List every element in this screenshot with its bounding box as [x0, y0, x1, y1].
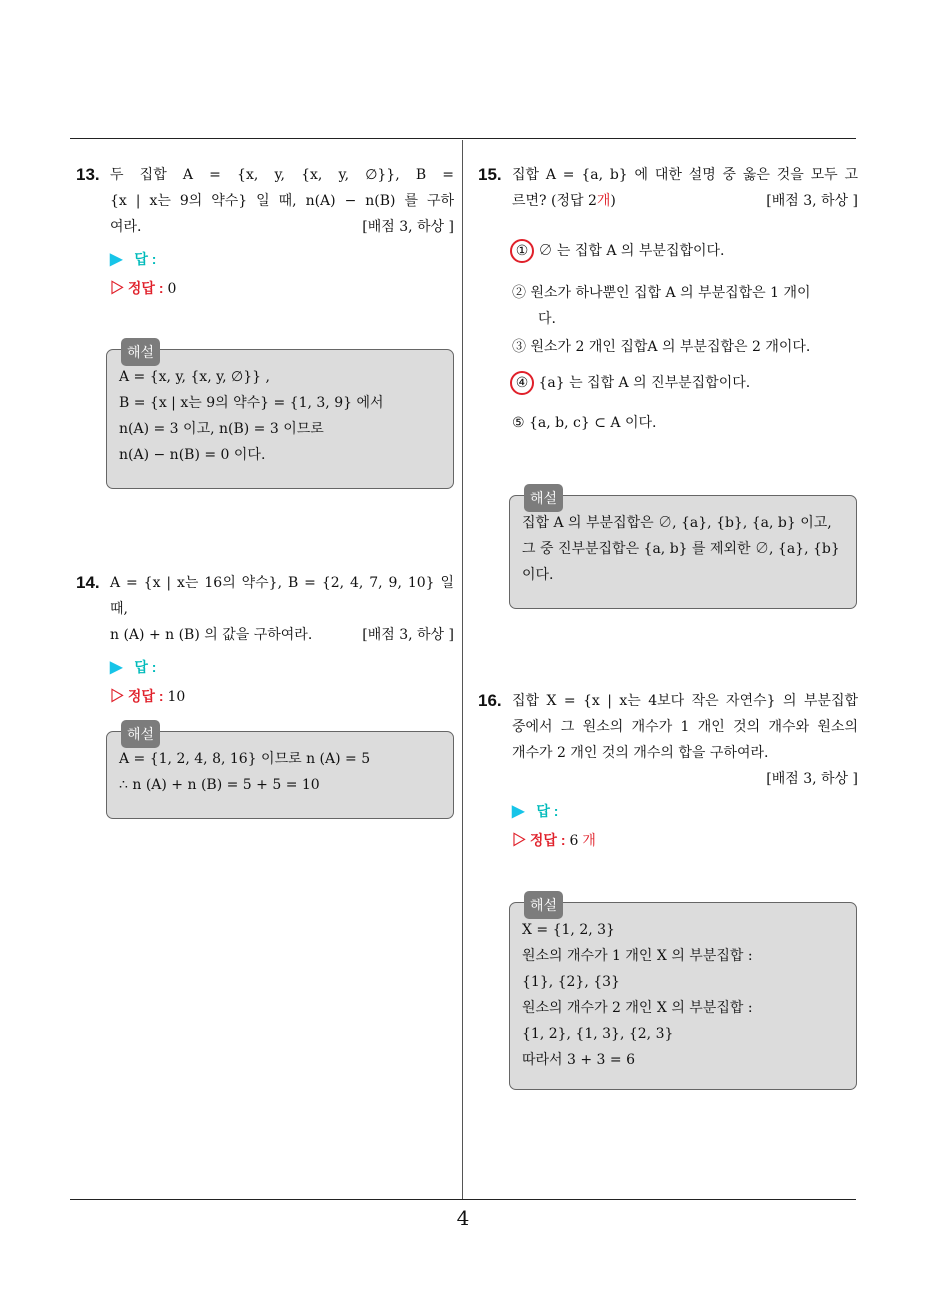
bottom-rule: [70, 1199, 856, 1200]
question-meta: [배점 3, 하상 ]: [766, 771, 858, 787]
solution-tag: 해설: [524, 891, 563, 919]
question-text: A = {x | x는 16의 약수}, B = {2, 4, 7, 9, 10} 일 때, n (A) + n (B) 의 값을 구하여라. [배점 3, 하상 ]: [110, 570, 454, 648]
question-13: [76, 162, 454, 302]
question-text: 집합 X = {x | x는 4보다 작은 자연수} 의 부분집합 중에서 그 원소의 개수가 1 개인 것의 개수와 원소의 개수가 2 개인 것의 개수의 합을 구하여라. [배점 3, 하상 ]: [512, 693, 858, 787]
play-arrow-icon: ▶: [110, 251, 123, 268]
question-number: 14.: [76, 573, 100, 592]
column-divider: [462, 140, 463, 1200]
question-meta: [배점 3, 하상 ]: [362, 627, 454, 643]
selected-circle-icon: ④: [510, 371, 534, 395]
solution-tag: 해설: [121, 720, 160, 748]
option-3[interactable]: ③ 원소가 2 개인 집합A 의 부분집합은 2 개이다.: [512, 339, 811, 355]
option-1[interactable]: ① ∅ 는 집합 A 의 부분집합이다.: [510, 238, 725, 264]
option-5[interactable]: ⑤ {a, b, c} ⊂ A 이다.: [512, 415, 657, 431]
play-arrow-icon: ▶: [110, 659, 123, 676]
option-4[interactable]: ④ {a} 는 집합 A 의 진부분집합이다.: [510, 370, 750, 396]
selected-circle-icon: ①: [510, 239, 534, 263]
correct-answer: ▷ 정답 : 6 개: [512, 832, 596, 849]
solution-box-15: 해설 집합 A 의 부분집합은 ∅, {a}, {b}, {a, b} 이고, 그 중 진부분집합은 {a, b} 를 제외한 ∅, {a}, {b} 이다.: [509, 495, 857, 609]
question-meta: [배점 3, 하상 ]: [766, 193, 858, 209]
solution-box-14: 해설 A = {1, 2, 4, 8, 16} 이므로 n (A) = 5 ∴ n (A) + n (B) = 5 + 5 = 10: [106, 731, 454, 819]
question-number: 13.: [76, 165, 100, 184]
question-14: [76, 570, 454, 710]
answer-line: ▶ 답 :: [512, 803, 559, 820]
solution-box-13: 해설 A = {x, y, {x, y, ∅}} , B = {x | x는 9의 약수} = {1, 3, 9} 에서 n(A) = 3 이고, n(B) = 3 이므로 n(A) − n(B) = 0 이다.: [106, 349, 454, 489]
top-rule: [70, 138, 856, 139]
answer-line: ▶ 답 :: [110, 659, 157, 676]
solution-tag: 해설: [524, 484, 563, 512]
question-text: 집합 A = {a, b} 에 대한 설명 중 옳은 것을 모두 고 르면? (정답 2개) [배점 3, 하상 ]: [512, 162, 858, 214]
question-15: [478, 162, 858, 214]
question-meta: [배점 3, 하상 ]: [362, 219, 454, 235]
correct-answer: ▷ 정답 : 10: [110, 688, 186, 705]
correct-answer: ▷ 정답 : 0: [110, 280, 177, 297]
solution-tag: 해설: [121, 338, 160, 366]
question-text: 두 집합 A = {x, y, {x, y, ∅}}, B = {x | x는 9의 약수} 일 때, n(A) − n(B) 를 구하 여라. [배점 3, 하상 ]: [110, 162, 454, 240]
question-number: 15.: [478, 165, 502, 184]
question-number: 16.: [478, 691, 502, 710]
answer-line: ▶ 답 :: [110, 251, 157, 268]
page-number: 4: [456, 1206, 470, 1230]
question-16: [478, 688, 858, 854]
solution-box-16: 해설 X = {1, 2, 3} 원소의 개수가 1 개인 X 의 부분집합 : {1}, {2}, {3} 원소의 개수가 2 개인 X 의 부분집합 : {1, 2}, {1, 3}, {2, 3} 따라서 3 + 3 = 6: [509, 902, 857, 1090]
option-2[interactable]: ② 원소가 하나뿐인 집합 A 의 부분집합은 1 개이 다.: [512, 285, 811, 327]
play-arrow-icon: ▶: [512, 803, 525, 820]
